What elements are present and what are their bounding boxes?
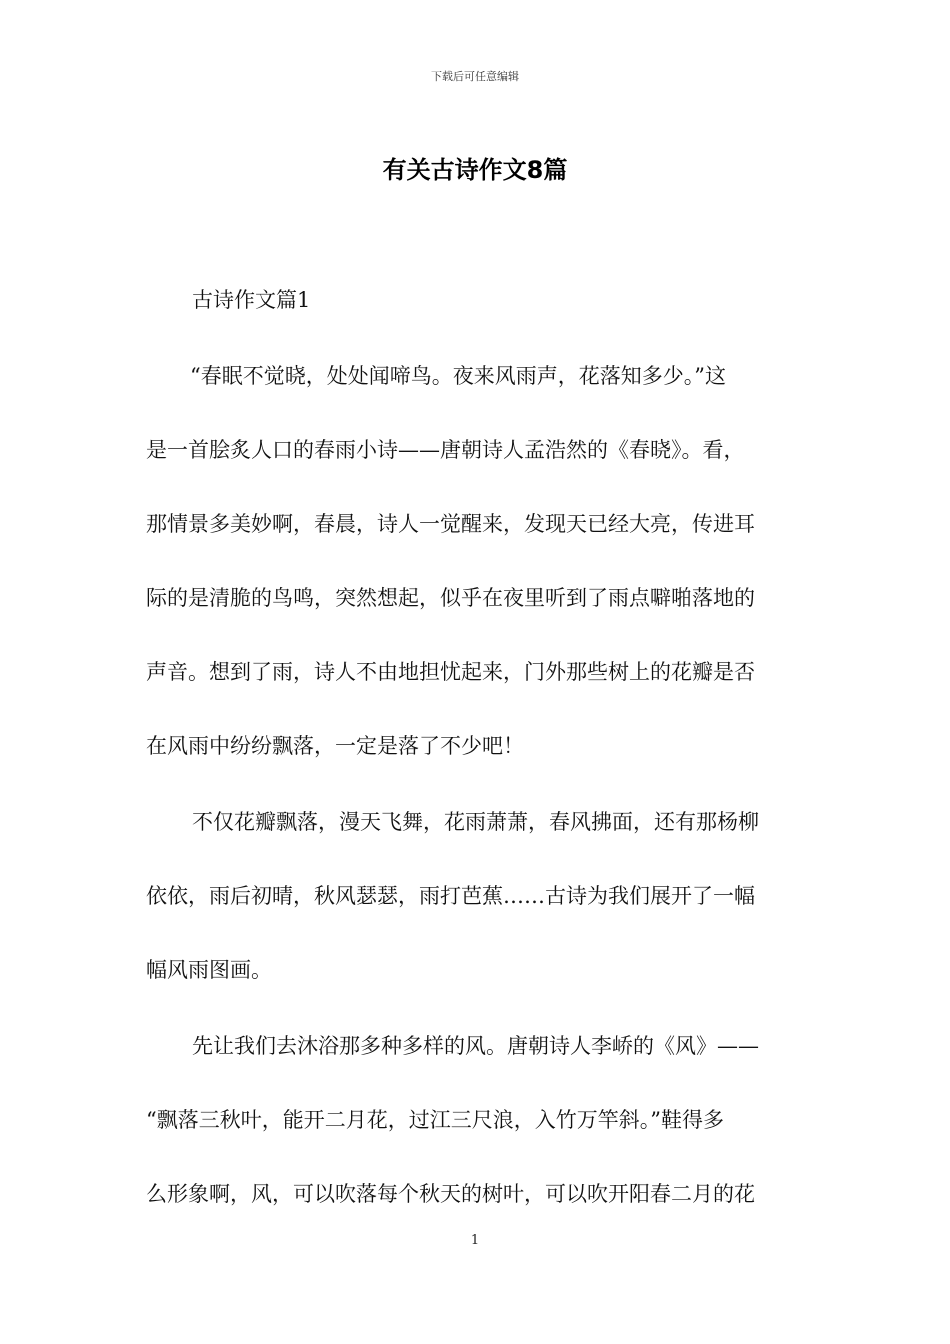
- paragraph-line: 先让我们去沐浴那多种多样的风。唐朝诗人李峤的《风》——: [192, 1034, 759, 1058]
- paragraph-line: 在风雨中纷纷飘落，一定是落了不少吧！: [146, 734, 524, 758]
- paragraph-line: 不仅花瓣飘落，漫天飞舞，花雨萧萧，春风拂面，还有那杨柳: [192, 810, 759, 834]
- page-number: 1: [470, 1233, 480, 1248]
- paragraph-line: “飘落三秋叶，能开二月花，过江三尺浪，入竹万竿斜。”鞋得多: [146, 1108, 724, 1132]
- document-title: 有关古诗作文8篇: [382, 156, 568, 184]
- paragraph-line: 幅风雨图画。: [146, 958, 272, 982]
- paragraph-line: 是一首脍炙人口的春雨小诗——唐朝诗人孟浩然的《春晓》。看，: [146, 438, 745, 462]
- header-note: 下载后可任意编辑: [431, 70, 519, 83]
- paragraph-line: 依依，雨后初晴，秋风瑟瑟，雨打芭蕉……古诗为我们展开了一幅: [146, 884, 755, 908]
- paragraph-line: 际的是清脆的鸟鸣，突然想起，似乎在夜里听到了雨点噼啪落地的: [146, 586, 755, 610]
- paragraph-line: 声音。想到了雨，诗人不由地担忧起来，门外那些树上的花瓣是否: [146, 660, 755, 684]
- paragraph-line: 么形象啊，风，可以吹落每个秋天的树叶，可以吹开阳春二月的花: [146, 1182, 755, 1206]
- paragraph-line: 那情景多美妙啊，春晨，诗人一觉醒来，发现天已经大亮，传进耳: [146, 512, 755, 536]
- section-heading: 古诗作文篇1: [192, 288, 311, 312]
- paragraph-line: “春眠不觉晓，处处闻啼鸟。夜来风雨声，花落知多少。”这: [190, 364, 726, 388]
